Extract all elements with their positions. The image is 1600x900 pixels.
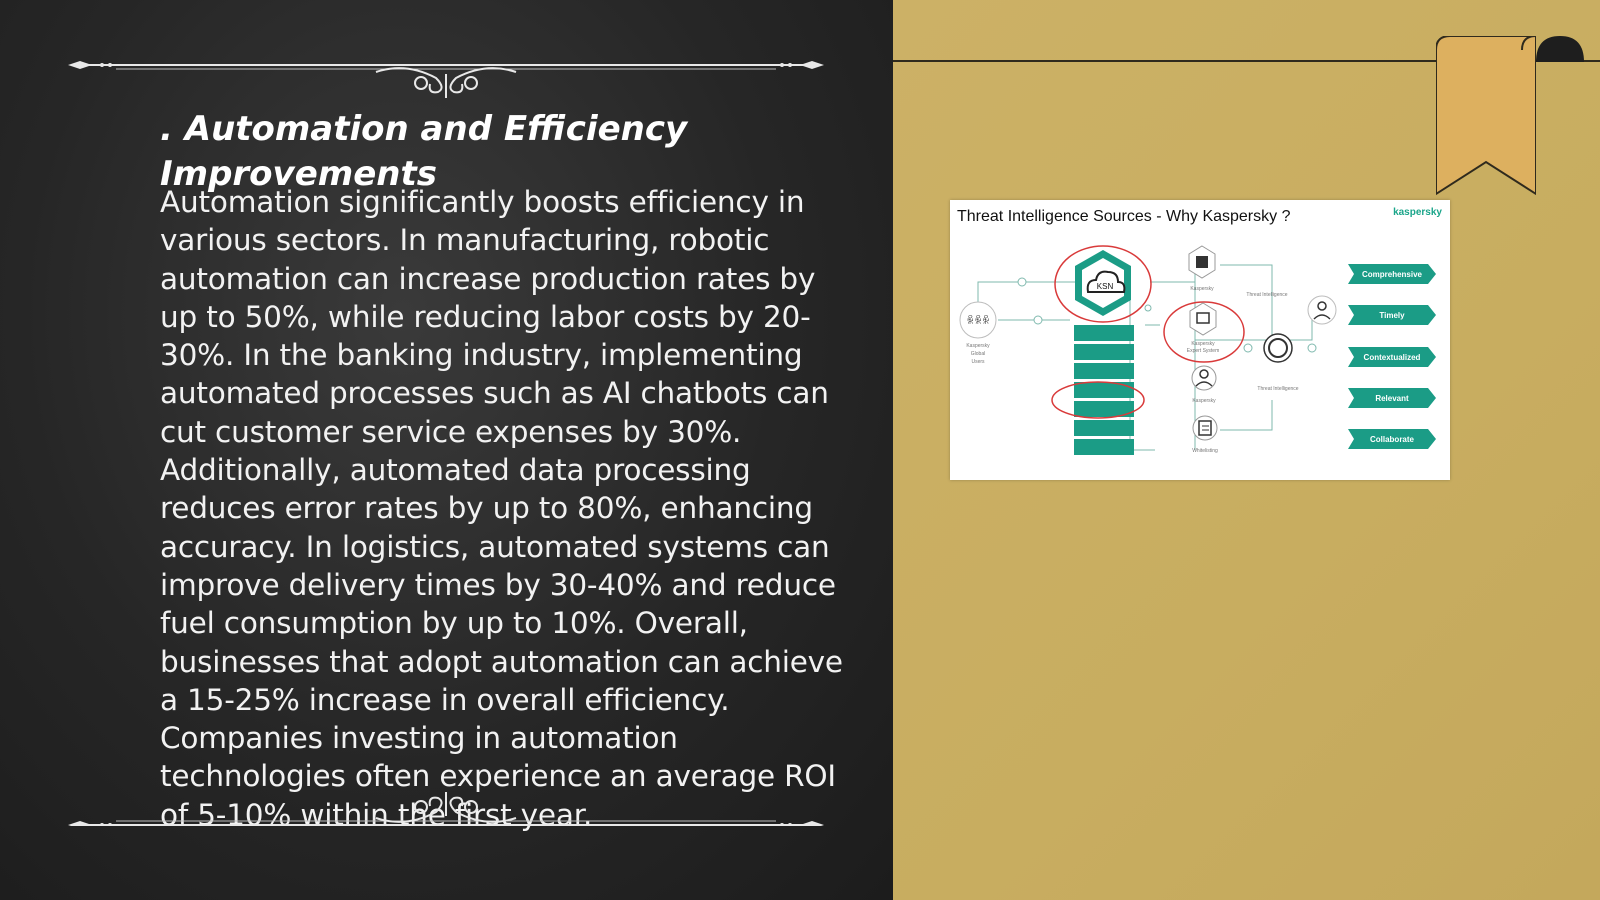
threat-intel-figure xyxy=(950,200,1450,480)
svg-text:Kaspersky: Kaspersky xyxy=(1192,398,1216,404)
svg-text:Kaspersky: Kaspersky xyxy=(1191,341,1215,347)
svg-text:Global: Global xyxy=(970,351,986,357)
svg-text:Whitelisting: Whitelisting xyxy=(1192,448,1218,454)
ornament-bottom-divider xyxy=(66,766,826,826)
svg-text:Threat Intelligence: Threat Intelligence xyxy=(1246,292,1288,298)
benefit-relevant: Relevant xyxy=(1375,394,1409,403)
svg-text:Users: Users xyxy=(971,359,985,365)
benefit-collaborate: Collaborate xyxy=(1369,435,1415,444)
slide-body-text: Automation significantly boosts efficiency in various sectors. In manufacturing, robotic automation can increase production rates by up to 50%, while reducing labor costs by 20-30%. In the banking industry, implementing automated processes such as AI chatbots can cut customer service expenses by 30%. Additionally, automated data processing reduces error rates by up to 80%, enhancing accuracy. In logistics, automated systems can improve delivery times by 30-40% and reduce fuel consumption by up to 10%. Overall, businesses that adopt automation can achieve a 15-25% increase in overall efficiency. Companies investing in automation technologies often experience an average ROI of 5-10% within the first year. xyxy=(160,185,843,832)
ksn-label: KSN xyxy=(1096,282,1114,291)
ribbon-curl-icon xyxy=(1536,36,1588,66)
threat-intel-diagram xyxy=(950,200,1450,480)
svg-text:Expert System: Expert System xyxy=(1186,348,1220,354)
benefit-comprehensive: Comprehensive xyxy=(1361,270,1423,279)
benefit-timely: Timely xyxy=(1379,311,1405,320)
bookmark-ribbon xyxy=(1436,36,1536,196)
kaspersky-logo: kaspersky xyxy=(1393,207,1442,218)
svg-text:Kaspersky: Kaspersky xyxy=(966,343,990,349)
ornament-top-divider xyxy=(66,38,826,98)
svg-text:Threat Intelligence: Threat Intelligence xyxy=(1257,386,1299,392)
benefit-flags xyxy=(1348,264,1436,449)
svg-text:ꆜꆜꆜ: ꆜꆜꆜ xyxy=(966,316,990,327)
svg-text:Kaspersky: Kaspersky xyxy=(1190,286,1214,292)
slide-title: . Automation and Efficiency Improvements xyxy=(160,109,688,194)
benefit-contextualized: Contextualized xyxy=(1363,353,1421,362)
figure-title: Threat Intelligence Sources - Why Kaspersky ? xyxy=(957,208,1291,225)
